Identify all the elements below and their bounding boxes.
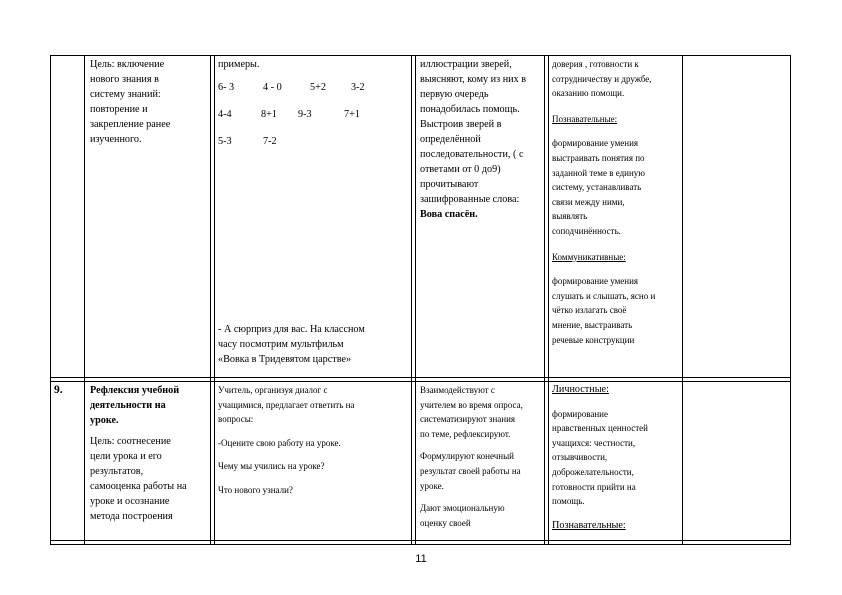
page-number: 11 xyxy=(415,553,427,565)
column-divider xyxy=(210,55,215,544)
text-line: прочитывают xyxy=(420,179,479,190)
question-line: Чему мы учились на уроке? xyxy=(218,461,325,472)
table-border-right xyxy=(790,55,791,544)
column-divider xyxy=(411,55,416,544)
stage-title-line: деятельности на xyxy=(90,400,166,411)
row-divider xyxy=(50,377,791,382)
examples-block xyxy=(218,80,408,160)
text-line: Формулируют конечный xyxy=(420,451,514,462)
text-line: нравственных ценностей xyxy=(552,423,648,434)
column-divider xyxy=(84,55,85,544)
text-line: зашифрованные слова: xyxy=(420,194,520,205)
text-line: Учитель, организуя диалог с xyxy=(218,385,328,395)
row2-uud-cell xyxy=(552,383,648,533)
text-line: помощь. xyxy=(552,496,585,507)
section-heading: Личностные: xyxy=(552,384,609,395)
text-line: систему знаний: xyxy=(90,89,161,100)
question-line: Что нового узнали? xyxy=(218,484,293,495)
row1-goal-cell xyxy=(90,57,170,147)
row2-students-cell xyxy=(420,383,523,530)
text-line: вопросы: xyxy=(218,414,254,425)
section-heading: Познавательные: xyxy=(552,113,618,124)
text-line: последовательности, ( с xyxy=(420,149,524,160)
text-line: изученного. xyxy=(90,134,142,145)
example: 7+1 xyxy=(344,109,360,120)
section-heading: Познавательные: xyxy=(552,519,626,531)
text-line: часу посмотрим мультфильм xyxy=(218,339,344,350)
text-line: иллюстрации зверей, xyxy=(420,59,512,70)
text-line: учащимися, предлагает ответить на xyxy=(218,399,355,410)
text-line: Цель: включение xyxy=(90,59,165,70)
text-line-bold: Вова спасён. xyxy=(420,209,478,220)
text-line: метода построения xyxy=(90,511,173,522)
row2-stage-cell xyxy=(90,383,187,524)
question-line: -Оцените свою работу на уроке. xyxy=(218,437,341,448)
text-line: повторение и xyxy=(90,104,148,115)
text-line: определённой xyxy=(420,134,481,145)
text-line: Цель: соотнесение xyxy=(90,436,171,447)
example: 7-2 xyxy=(263,136,277,147)
text-line: доверия , готовности к xyxy=(552,59,639,69)
text-line: закрепление ранее xyxy=(90,119,171,130)
table-border-left xyxy=(50,55,51,544)
text-line: учащихся: честности, xyxy=(552,437,636,448)
example: 5+2 xyxy=(310,82,326,93)
text-line: уроке и осознание xyxy=(90,496,170,507)
text-line: заданной теме в единую xyxy=(552,167,646,178)
text-line: ответами от 0 до9) xyxy=(420,164,501,175)
text-line: чётко излагать своё xyxy=(552,305,627,316)
text-line: первую очередь xyxy=(420,89,489,100)
text-line: понадобилась помощь. xyxy=(420,104,520,115)
row1-teacher-cell xyxy=(218,57,408,160)
text-line: формирование xyxy=(552,408,608,419)
text-line: выстраивать понятия по xyxy=(552,152,645,163)
table-border-top xyxy=(50,55,791,56)
text-line: Взаимодействуют с xyxy=(420,385,495,395)
example: 5-3 xyxy=(218,136,232,147)
text-line: сотрудничеству и дружбе, xyxy=(552,73,652,84)
text-line: нового знания в xyxy=(90,74,159,85)
example: 3-2 xyxy=(351,82,365,93)
text-line: отзывчивости, xyxy=(552,452,608,463)
text-line: систему, устанавливать xyxy=(552,182,642,193)
text-line: оценку своей xyxy=(420,517,471,528)
stage-title-line: уроке. xyxy=(90,415,119,426)
text-line: Выстроив зверей в xyxy=(420,119,502,130)
text-line: по теме, рефлексируют. xyxy=(420,428,511,439)
text-line: соподчинённость. xyxy=(552,225,621,236)
example: 4 - 0 xyxy=(263,82,282,93)
text-line: мнение, выстраивать xyxy=(552,319,633,330)
text-line: готовности прийти на xyxy=(552,481,636,492)
text-line: результат своей работы на xyxy=(420,465,521,476)
text-line: систематизируют знания xyxy=(420,414,516,425)
text-line: результатов, xyxy=(90,466,144,477)
example: 6- 3 xyxy=(218,82,235,93)
column-divider xyxy=(544,55,549,544)
row1-surprise-cell xyxy=(218,322,365,367)
lesson-table xyxy=(50,55,791,544)
text-line: выявлять xyxy=(552,211,588,222)
text-line: речевые конструкции xyxy=(552,334,635,345)
text-line: оказанию помощи. xyxy=(552,88,625,99)
text-line: формирование умения xyxy=(552,276,639,287)
row2-teacher-cell xyxy=(218,383,354,498)
row1-uud-cell xyxy=(552,57,655,347)
text-line: формирование умения xyxy=(552,138,639,149)
row1-students-cell xyxy=(420,57,526,222)
text-line: цели урока и его xyxy=(90,451,162,462)
text-line: «Вовка в Тридевятом царстве» xyxy=(218,354,352,365)
stage-title-line: Рефлексия учебной xyxy=(90,385,180,396)
text-line: выясняют, кому из них в xyxy=(420,74,527,85)
text-line: доброжелательности, xyxy=(552,466,634,477)
text-line: Дают эмоциональную xyxy=(420,503,505,514)
text-line: - А сюрприз для вас. На классном xyxy=(218,324,365,335)
text-line: самооценка работы на xyxy=(90,481,187,492)
section-heading: Коммуникативные: xyxy=(552,251,626,262)
text-line: уроке. xyxy=(420,480,444,491)
example: 9-3 xyxy=(298,109,312,120)
example: 8+1 xyxy=(261,109,277,120)
text-line: слушать и слышать, ясно и xyxy=(552,290,656,301)
text-line: связи между ними, xyxy=(552,196,625,207)
text-line: учителем во время опроса, xyxy=(420,399,523,410)
stage-number: 9. xyxy=(54,384,63,396)
text-line: примеры. xyxy=(218,59,260,70)
column-divider xyxy=(682,55,683,544)
example: 4-4 xyxy=(218,109,232,120)
table-border-bottom xyxy=(50,540,791,545)
